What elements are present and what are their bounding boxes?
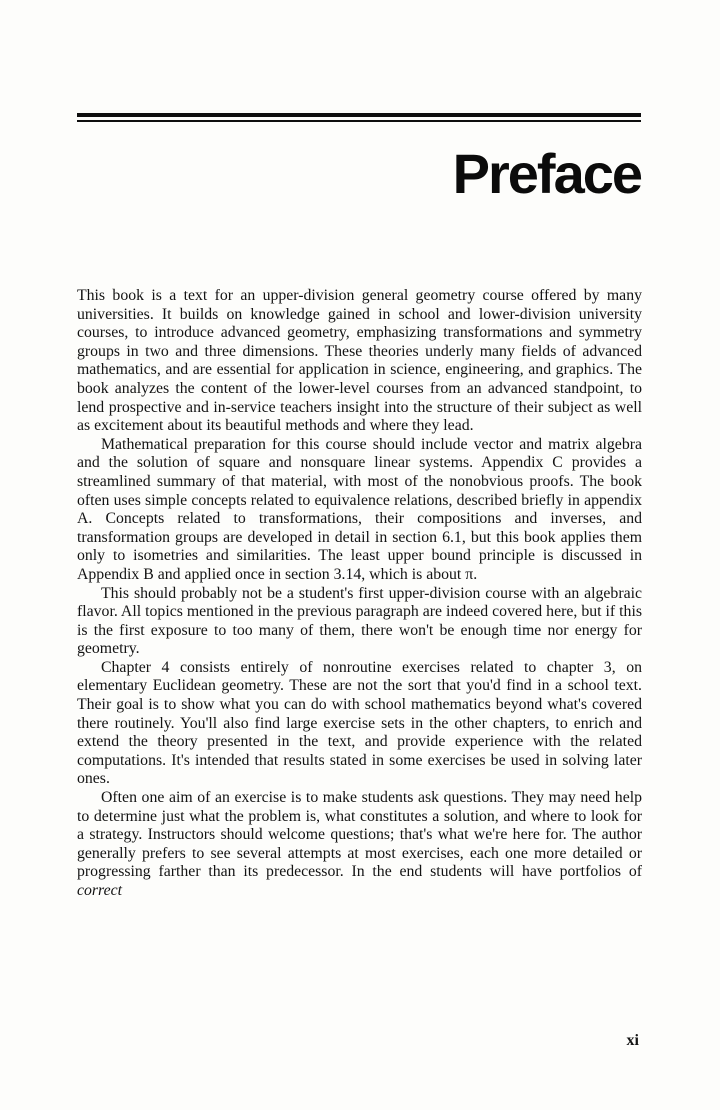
preface-body [77,287,642,901]
paragraph: Chapter 4 consists entirely of nonroutine exercises related to chapter 3, on elementary Euclidean geometry. These are not the sort that you'd find in a school text. Their goal is to show what you can do with school mathematics beyond what's covered there routinely. You'll also find large exercise sets in the other chapters, to enrich and extend the theory presented in the text, and provide experience with the related computations. It's intended that results stated in some exercises be used in solving later ones. [77,658,642,788]
paragraph-text: Often one aim of an exercise is to make students ask questions. They may need help to determine just what the problem is, what constitutes a solution, and where to look for a strategy. Instructors should welcome questions; that's what we're here for. The author generally prefers to see several attempts at most exercises, each one more detailed or progressing farther than its predecessor. In the end students will have portfolios of [77,789,642,881]
header-rule-thin [77,120,641,122]
emphasis-word: correct [77,882,123,899]
paragraph [77,789,642,901]
paragraph: Mathematical preparation for this course should include vector and matrix algebra and the solution of square and nonsquare linear systems. Appendix C provides a streamlined summary of that material, with most of the nonobvious proofs. The book often uses simple concepts related to equivalence relations, described briefly in appendix A. Concepts related to transformations, their compositions and inverses, and transformation groups are developed in detail in section 6.1, but this book applies them only to isometries and similarities. The least upper bound principle is discussed in Appendix B and applied once in section 3.14, which is about π. [77,435,642,583]
page-title: Preface [452,142,641,205]
paragraph: This book is a text for an upper-division general geometry course offered by many universities. It builds on knowledge gained in school and lower-division university courses, to introduce advanced geometry, emphasizing transformations and symmetry groups in two and three dimensions. These theories underly many fields of advanced mathematics, and are essential for application in science, engineering, and graphics. The book analyzes the content of the lower-level courses from an advanced standpoint, to lend prospective and in-service teachers insight into the structure of their subject as well as excitement about its beautiful methods and where they lead. [77,287,642,435]
paragraph: This should probably not be a student's first upper-division course with an algebraic flavor. All topics mentioned in the previous paragraph are indeed covered here, but if this is the first exposure to too many of them, there won't be enough time nor energy for geometry. [77,584,642,658]
page-number: xi [626,1032,639,1049]
header-rule-thick [77,113,641,117]
